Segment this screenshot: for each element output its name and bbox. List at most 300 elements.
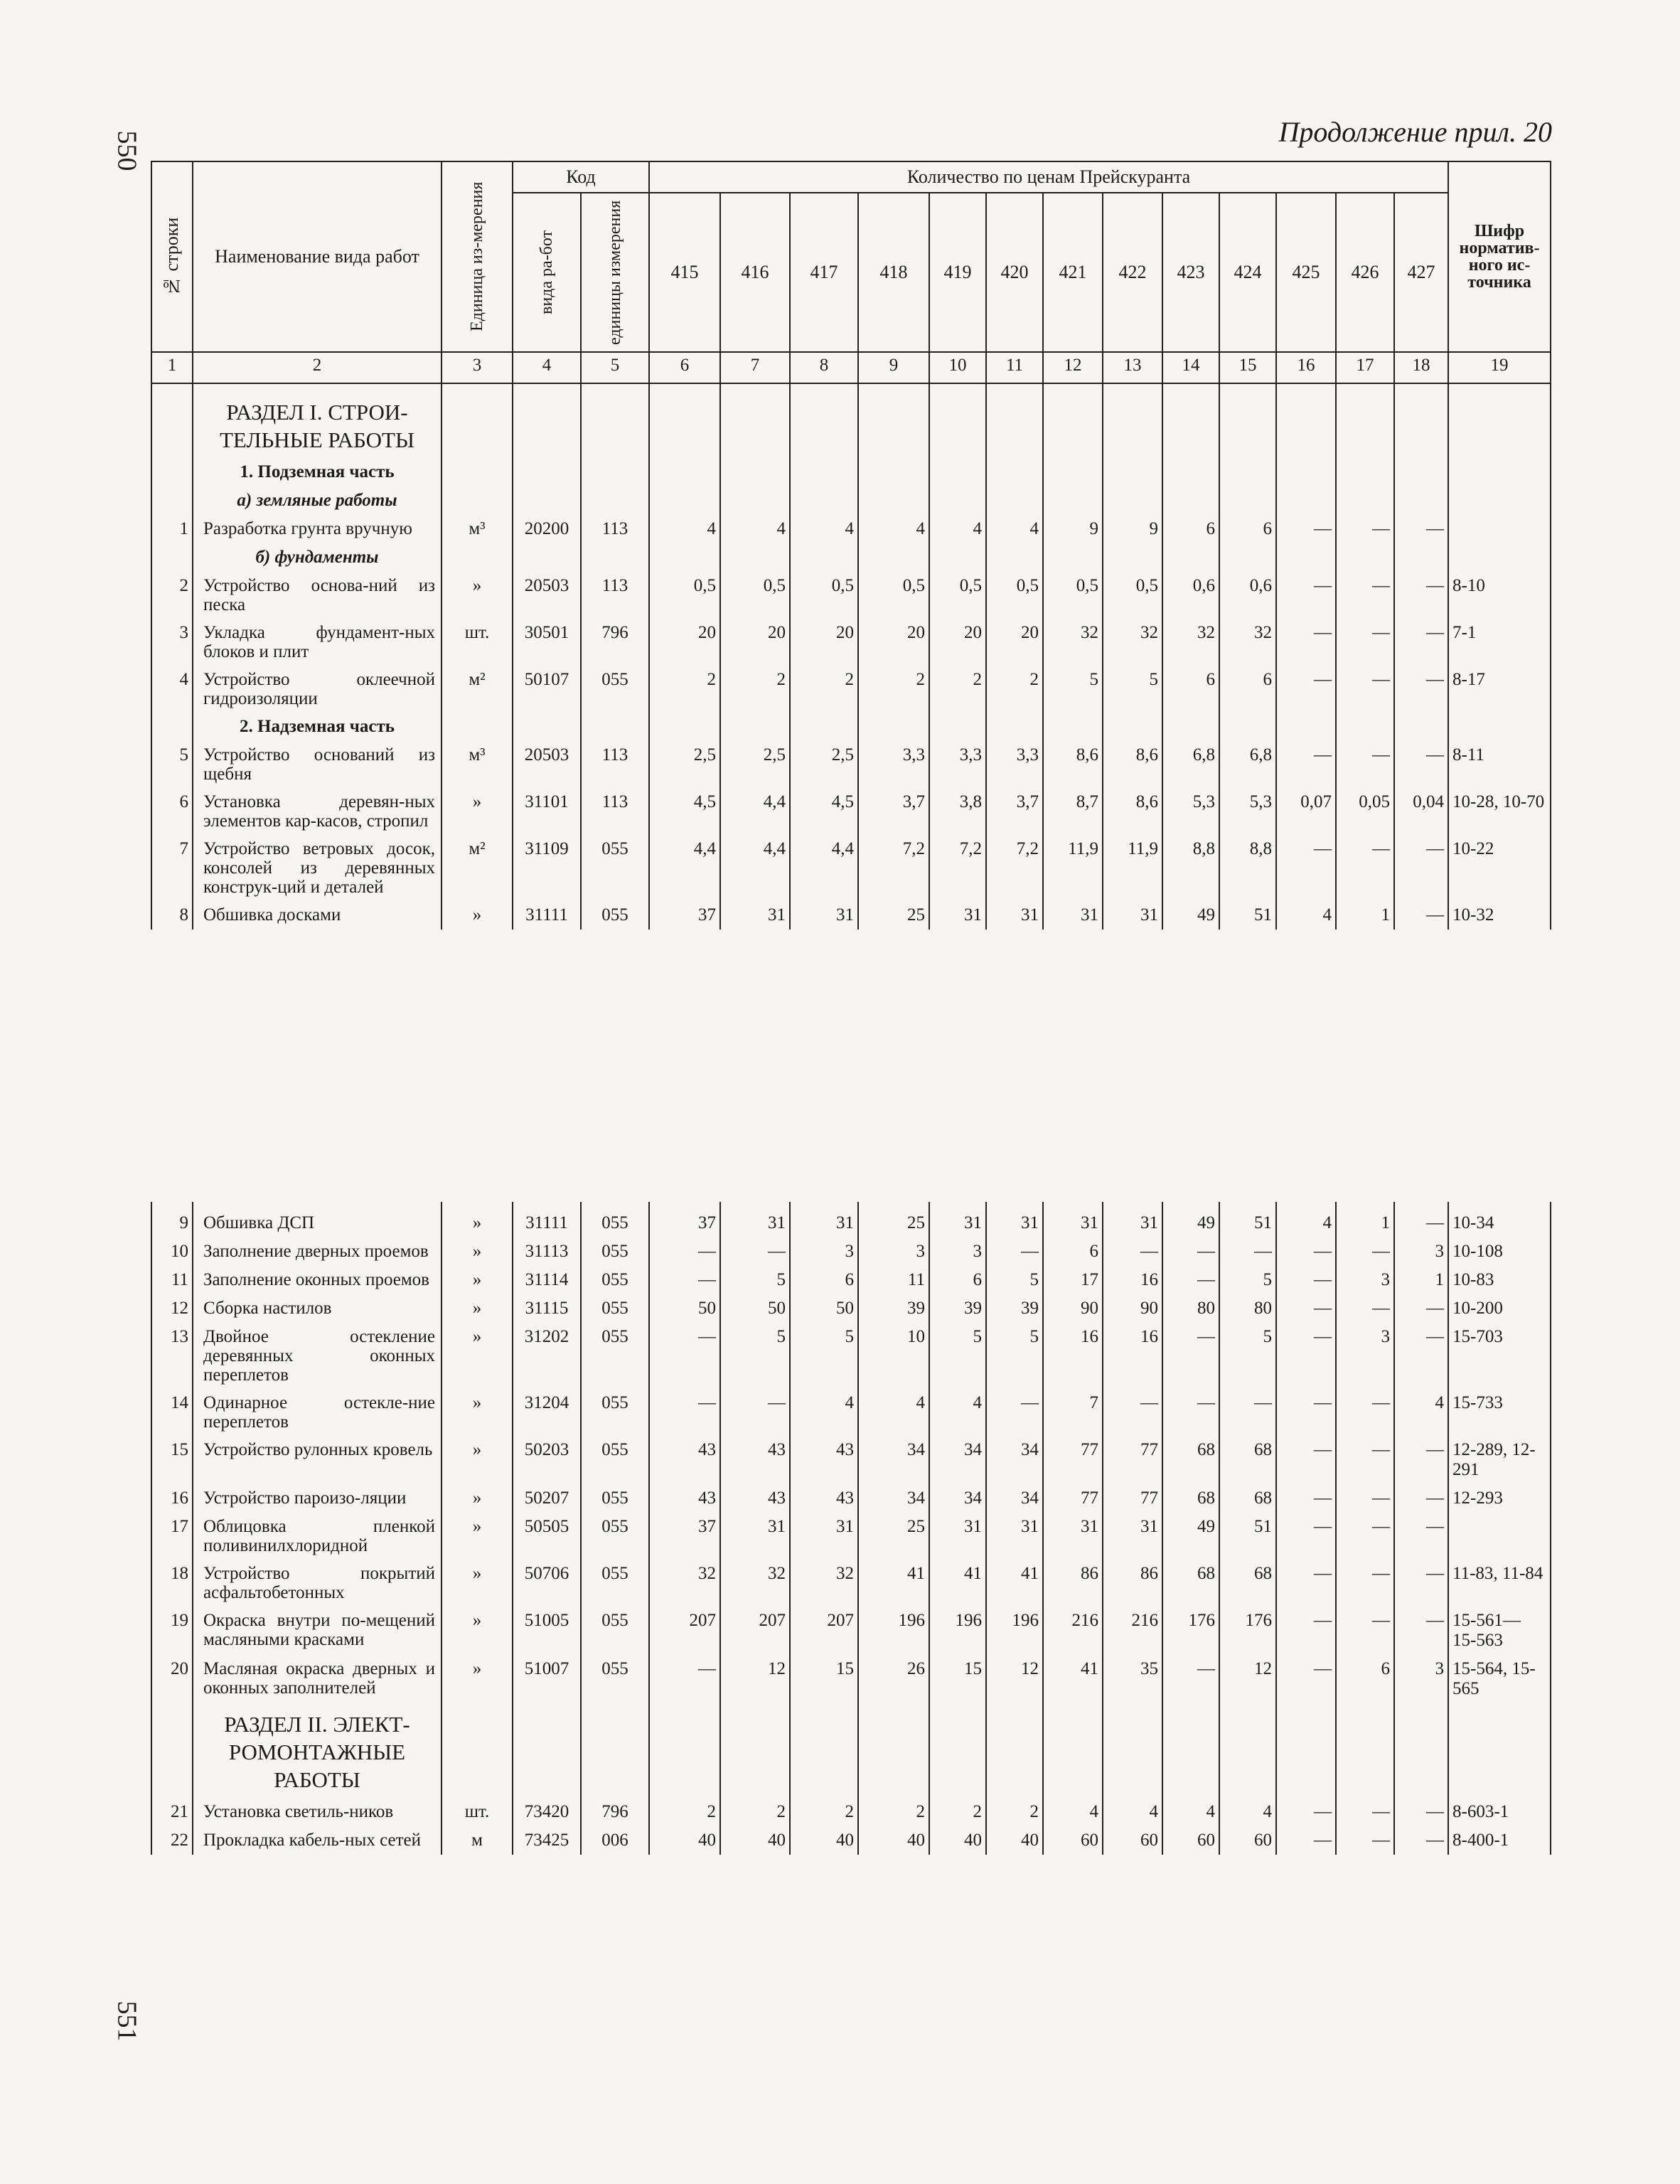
unit-cell: » bbox=[442, 1607, 513, 1655]
empty-cell bbox=[790, 713, 858, 741]
spacer-cell bbox=[442, 383, 513, 391]
quantity-cell: 2 bbox=[790, 1798, 858, 1826]
header-price-417: 417 bbox=[790, 193, 858, 352]
empty-cell bbox=[649, 713, 720, 741]
empty-cell bbox=[151, 458, 193, 486]
work-name: Установка светиль-ников bbox=[193, 1798, 442, 1826]
quantity-cell: — bbox=[1394, 1513, 1448, 1560]
quantity-cell: 4 bbox=[1103, 1798, 1162, 1826]
quantity-cell: — bbox=[1394, 1294, 1448, 1323]
spacer-cell bbox=[929, 383, 986, 391]
row-number: 1 bbox=[151, 515, 193, 543]
work-name: Устройство основа-ний из песка bbox=[193, 572, 442, 619]
quantity-cell: 15 bbox=[929, 1655, 986, 1703]
quantity-cell: — bbox=[1162, 1266, 1219, 1294]
quantity-cell: 31 bbox=[986, 1209, 1043, 1237]
work-name: Устройство покрытий асфальтобетонных bbox=[193, 1560, 442, 1607]
empty-cell bbox=[442, 1703, 513, 1798]
code-unit-cell: 055 bbox=[581, 1655, 649, 1703]
unit-cell: » bbox=[442, 1209, 513, 1237]
empty-cell bbox=[1276, 543, 1336, 572]
quantity-cell: 25 bbox=[858, 1209, 929, 1237]
table-row bbox=[151, 1436, 1551, 1484]
empty-cell bbox=[513, 486, 581, 515]
work-name: Устройство оснований из щебня bbox=[193, 741, 442, 788]
quantity-cell: — bbox=[1276, 515, 1336, 543]
source-cipher-cell: 10-200 bbox=[1448, 1294, 1551, 1323]
spacer-cell bbox=[1336, 383, 1394, 391]
quantity-cell: — bbox=[1394, 835, 1448, 901]
empty-cell bbox=[986, 1703, 1043, 1798]
price-table-top bbox=[151, 161, 1551, 929]
quantity-cell: 8,8 bbox=[1162, 835, 1219, 901]
unit-cell: » bbox=[442, 901, 513, 929]
quantity-cell: — bbox=[1394, 1826, 1448, 1855]
quantity-cell: 3 bbox=[929, 1237, 986, 1266]
quantity-cell: 68 bbox=[1162, 1484, 1219, 1513]
code-unit-cell: 055 bbox=[581, 1436, 649, 1484]
quantity-cell: — bbox=[1394, 1798, 1448, 1826]
header-price-423: 423 bbox=[1162, 193, 1219, 352]
empty-cell bbox=[581, 1703, 649, 1798]
code-work-cell: 50706 bbox=[513, 1560, 581, 1607]
quantity-cell: 60 bbox=[1043, 1826, 1103, 1855]
quantity-cell: — bbox=[1336, 1826, 1394, 1855]
quantity-cell: 31 bbox=[1103, 1209, 1162, 1237]
code-work-cell: 50207 bbox=[513, 1484, 581, 1513]
source-cipher-cell bbox=[1448, 515, 1551, 543]
quantity-cell: — bbox=[1336, 1237, 1394, 1266]
empty-cell bbox=[1448, 486, 1551, 515]
quantity-cell: 32 bbox=[1043, 619, 1103, 666]
quantity-cell: 39 bbox=[929, 1294, 986, 1323]
work-name: Укладка фундамент-ных блоков и плит bbox=[193, 619, 442, 666]
spacer-cell bbox=[1394, 383, 1448, 391]
empty-cell bbox=[790, 391, 858, 458]
spacer-cell bbox=[1276, 383, 1336, 391]
code-work-cell: 73425 bbox=[513, 1826, 581, 1855]
row-number: 8 bbox=[151, 901, 193, 929]
quantity-cell: — bbox=[1276, 1560, 1336, 1607]
quantity-cell: 0,5 bbox=[986, 572, 1043, 619]
quantity-cell: 207 bbox=[649, 1607, 720, 1655]
quantity-cell: 8,6 bbox=[1103, 741, 1162, 788]
price-table-bottom bbox=[151, 1202, 1551, 1855]
table-row bbox=[151, 1294, 1551, 1323]
empty-cell bbox=[1276, 391, 1336, 458]
row-number: 5 bbox=[151, 741, 193, 788]
row-number: 22 bbox=[151, 1826, 193, 1855]
quantity-cell: 43 bbox=[790, 1436, 858, 1484]
quantity-cell: 39 bbox=[858, 1294, 929, 1323]
quantity-cell: 43 bbox=[720, 1436, 790, 1484]
code-work-cell: 73420 bbox=[513, 1798, 581, 1826]
quantity-cell: 31 bbox=[1103, 1513, 1162, 1560]
quantity-cell: 3,7 bbox=[858, 788, 929, 835]
quantity-cell: 6 bbox=[790, 1266, 858, 1294]
code-unit-cell: 055 bbox=[581, 1513, 649, 1560]
quantity-cell: — bbox=[1103, 1237, 1162, 1266]
quantity-cell: 11,9 bbox=[1043, 835, 1103, 901]
quantity-cell: — bbox=[1276, 1266, 1336, 1294]
quantity-cell: 77 bbox=[1043, 1436, 1103, 1484]
table-header bbox=[151, 161, 1551, 383]
source-cipher-cell: 8-603-1 bbox=[1448, 1798, 1551, 1826]
quantity-cell: 2 bbox=[720, 666, 790, 713]
empty-cell bbox=[720, 543, 790, 572]
quantity-cell: 4,4 bbox=[720, 788, 790, 835]
column-number: 12 bbox=[1043, 352, 1103, 383]
empty-cell bbox=[1043, 486, 1103, 515]
unit-cell: » bbox=[442, 1484, 513, 1513]
code-unit-cell: 055 bbox=[581, 1266, 649, 1294]
empty-cell bbox=[1276, 458, 1336, 486]
spacer-cell bbox=[1448, 383, 1551, 391]
spacer-cell bbox=[1043, 1202, 1103, 1209]
quantity-cell: 32 bbox=[649, 1560, 720, 1607]
quantity-cell: 2,5 bbox=[720, 741, 790, 788]
quantity-cell: 196 bbox=[986, 1607, 1043, 1655]
quantity-cell: 20 bbox=[858, 619, 929, 666]
row-number: 9 bbox=[151, 1209, 193, 1237]
work-name: Сборка настилов bbox=[193, 1294, 442, 1323]
quantity-cell: — bbox=[649, 1655, 720, 1703]
quantity-cell: 4 bbox=[649, 515, 720, 543]
empty-cell bbox=[513, 543, 581, 572]
quantity-cell: 6 bbox=[1043, 1237, 1103, 1266]
quantity-cell: — bbox=[1394, 1209, 1448, 1237]
column-numbers-row bbox=[151, 352, 1551, 383]
page-number-top: 550 bbox=[112, 130, 142, 171]
quantity-cell: 12 bbox=[720, 1655, 790, 1703]
quantity-cell: 4 bbox=[720, 515, 790, 543]
header-row-no: № строки bbox=[151, 161, 193, 352]
quantity-cell: — bbox=[1219, 1237, 1276, 1266]
source-cipher-cell: 7-1 bbox=[1448, 619, 1551, 666]
quantity-cell: 0,5 bbox=[720, 572, 790, 619]
quantity-cell: 20 bbox=[649, 619, 720, 666]
quantity-cell: 51 bbox=[1219, 901, 1276, 929]
quantity-cell: — bbox=[1276, 619, 1336, 666]
code-work-cell: 31111 bbox=[513, 901, 581, 929]
quantity-cell: 0,5 bbox=[929, 572, 986, 619]
quantity-cell: — bbox=[1276, 1513, 1336, 1560]
empty-cell bbox=[649, 543, 720, 572]
empty-cell bbox=[790, 458, 858, 486]
header-price-416: 416 bbox=[720, 193, 790, 352]
quantity-cell: 4 bbox=[1276, 1209, 1336, 1237]
quantity-cell: — bbox=[1276, 741, 1336, 788]
quantity-cell: — bbox=[1336, 1389, 1394, 1436]
quantity-cell: — bbox=[1394, 741, 1448, 788]
quantity-cell: — bbox=[1276, 1237, 1336, 1266]
quantity-cell: 0,6 bbox=[1162, 572, 1219, 619]
code-work-cell: 50203 bbox=[513, 1436, 581, 1484]
quantity-cell: 0,5 bbox=[649, 572, 720, 619]
empty-cell bbox=[1103, 543, 1162, 572]
quantity-cell: — bbox=[1276, 1389, 1336, 1436]
quantity-cell: 31 bbox=[1043, 1209, 1103, 1237]
row-number: 2 bbox=[151, 572, 193, 619]
quantity-cell: 68 bbox=[1219, 1560, 1276, 1607]
row-number: 7 bbox=[151, 835, 193, 901]
code-work-cell: 20503 bbox=[513, 741, 581, 788]
table-row bbox=[151, 1826, 1551, 1855]
empty-cell bbox=[151, 1703, 193, 1798]
quantity-cell: 6 bbox=[1219, 515, 1276, 543]
quantity-cell: 4 bbox=[858, 515, 929, 543]
column-number: 9 bbox=[858, 352, 929, 383]
unit-cell: м² bbox=[442, 835, 513, 901]
empty-cell bbox=[581, 713, 649, 741]
quantity-cell: — bbox=[649, 1323, 720, 1389]
quantity-cell: 34 bbox=[929, 1436, 986, 1484]
section-title: РАЗДЕЛ II. ЭЛЕКТ-РОМОНТАЖНЫЕ РАБОТЫ bbox=[193, 1703, 442, 1798]
column-number: 3 bbox=[442, 352, 513, 383]
code-unit-cell: 796 bbox=[581, 1798, 649, 1826]
quantity-cell: 5 bbox=[986, 1266, 1043, 1294]
source-cipher-cell: 12-289, 12-291 bbox=[1448, 1436, 1551, 1484]
row-number: 3 bbox=[151, 619, 193, 666]
quantity-cell: 86 bbox=[1103, 1560, 1162, 1607]
code-unit-cell: 055 bbox=[581, 1560, 649, 1607]
empty-cell bbox=[858, 713, 929, 741]
empty-cell bbox=[929, 713, 986, 741]
empty-cell bbox=[1103, 458, 1162, 486]
quantity-cell: 60 bbox=[1103, 1826, 1162, 1855]
quantity-cell: — bbox=[1276, 1826, 1336, 1855]
quantity-cell: 2 bbox=[986, 1798, 1043, 1826]
quantity-cell: — bbox=[1336, 1798, 1394, 1826]
empty-cell bbox=[1336, 391, 1394, 458]
spacer-cell bbox=[581, 383, 649, 391]
table-row bbox=[151, 515, 1551, 543]
quantity-cell: — bbox=[1336, 835, 1394, 901]
row-number: 13 bbox=[151, 1323, 193, 1389]
code-unit-cell: 055 bbox=[581, 1323, 649, 1389]
spacer-cell bbox=[1448, 1202, 1551, 1209]
quantity-cell: 6 bbox=[1162, 666, 1219, 713]
row-number: 19 bbox=[151, 1607, 193, 1655]
quantity-cell: 90 bbox=[1043, 1294, 1103, 1323]
quantity-cell: 207 bbox=[790, 1607, 858, 1655]
quantity-cell: — bbox=[1276, 572, 1336, 619]
empty-cell bbox=[1394, 1703, 1448, 1798]
column-number: 14 bbox=[1162, 352, 1219, 383]
spacer-cell bbox=[513, 383, 581, 391]
spacer-cell bbox=[193, 383, 442, 391]
quantity-cell: 2 bbox=[929, 1798, 986, 1826]
header-price-424: 424 bbox=[1219, 193, 1276, 352]
quantity-cell: 31 bbox=[720, 901, 790, 929]
quantity-cell: 43 bbox=[649, 1484, 720, 1513]
column-number: 6 bbox=[649, 352, 720, 383]
quantity-cell: 32 bbox=[1219, 619, 1276, 666]
spacer-cell bbox=[1336, 1202, 1394, 1209]
code-work-cell: 31111 bbox=[513, 1209, 581, 1237]
quantity-cell: — bbox=[1336, 619, 1394, 666]
quantity-cell: 50 bbox=[720, 1294, 790, 1323]
empty-cell bbox=[986, 486, 1043, 515]
empty-cell bbox=[986, 543, 1043, 572]
quantity-cell: 5 bbox=[1103, 666, 1162, 713]
quantity-cell: 6 bbox=[1219, 666, 1276, 713]
quantity-cell: 3,8 bbox=[929, 788, 986, 835]
quantity-cell: — bbox=[1276, 666, 1336, 713]
quantity-cell: — bbox=[720, 1237, 790, 1266]
empty-cell bbox=[649, 391, 720, 458]
quantity-cell: 31 bbox=[720, 1209, 790, 1237]
table-row bbox=[151, 1655, 1551, 1703]
empty-cell bbox=[1219, 543, 1276, 572]
quantity-cell: 2 bbox=[720, 1798, 790, 1826]
quantity-cell: 60 bbox=[1219, 1826, 1276, 1855]
code-work-cell: 51005 bbox=[513, 1607, 581, 1655]
spacer-cell bbox=[1276, 1202, 1336, 1209]
quantity-cell: 31 bbox=[1103, 901, 1162, 929]
spacer-cell bbox=[929, 1202, 986, 1209]
empty-cell bbox=[442, 543, 513, 572]
source-cipher-cell: 8-17 bbox=[1448, 666, 1551, 713]
quantity-cell: 5 bbox=[1043, 666, 1103, 713]
empty-cell bbox=[1043, 543, 1103, 572]
header-code-unit: единицы измерения bbox=[581, 193, 649, 352]
empty-cell bbox=[1162, 486, 1219, 515]
quantity-cell: 80 bbox=[1219, 1294, 1276, 1323]
spacer-cell bbox=[720, 1202, 790, 1209]
spacer-cell bbox=[858, 1202, 929, 1209]
empty-cell bbox=[720, 713, 790, 741]
quantity-cell: 4,4 bbox=[649, 835, 720, 901]
header-price-421: 421 bbox=[1043, 193, 1103, 352]
quantity-cell: 0,05 bbox=[1336, 788, 1394, 835]
quantity-cell: 8,6 bbox=[1103, 788, 1162, 835]
table-row bbox=[151, 1798, 1551, 1826]
quantity-cell: 2 bbox=[858, 666, 929, 713]
quantity-cell: 40 bbox=[649, 1826, 720, 1855]
table-body-top bbox=[151, 383, 1551, 929]
subheading: а) земляные работы bbox=[193, 486, 442, 515]
spacer-cell bbox=[513, 1202, 581, 1209]
subheading: 1. Подземная часть bbox=[193, 458, 442, 486]
empty-cell bbox=[1394, 391, 1448, 458]
column-number: 2 bbox=[193, 352, 442, 383]
empty-cell bbox=[1103, 486, 1162, 515]
spacer-cell bbox=[193, 1202, 442, 1209]
empty-cell bbox=[442, 458, 513, 486]
empty-cell bbox=[151, 391, 193, 458]
empty-cell bbox=[1219, 486, 1276, 515]
quantity-cell: — bbox=[1276, 1655, 1336, 1703]
work-name: Масляная окраска дверных и оконных заполнителей bbox=[193, 1655, 442, 1703]
quantity-cell: 32 bbox=[720, 1560, 790, 1607]
empty-cell bbox=[1219, 1703, 1276, 1798]
quantity-cell: — bbox=[1336, 741, 1394, 788]
work-name: Заполнение дверных проемов bbox=[193, 1237, 442, 1266]
empty-cell bbox=[790, 543, 858, 572]
code-unit-cell: 055 bbox=[581, 1607, 649, 1655]
spacer-cell bbox=[986, 383, 1043, 391]
spacer-row bbox=[151, 1202, 1551, 1209]
code-unit-cell: 113 bbox=[581, 788, 649, 835]
spacer-cell bbox=[151, 383, 193, 391]
subheading-row bbox=[151, 486, 1551, 515]
quantity-cell: 31 bbox=[986, 901, 1043, 929]
empty-cell bbox=[1043, 713, 1103, 741]
quantity-cell: 2 bbox=[929, 666, 986, 713]
quantity-cell: 25 bbox=[858, 1513, 929, 1560]
code-unit-cell: 113 bbox=[581, 515, 649, 543]
spacer-cell bbox=[649, 383, 720, 391]
unit-cell: » bbox=[442, 1655, 513, 1703]
quantity-cell: 40 bbox=[858, 1826, 929, 1855]
code-work-cell: 20200 bbox=[513, 515, 581, 543]
source-cipher-cell: 8-10 bbox=[1448, 572, 1551, 619]
unit-cell: » bbox=[442, 788, 513, 835]
empty-cell bbox=[986, 391, 1043, 458]
quantity-cell: 5 bbox=[1219, 1266, 1276, 1294]
header-price-415: 415 bbox=[649, 193, 720, 352]
quantity-cell: 68 bbox=[1162, 1560, 1219, 1607]
table-row bbox=[151, 1266, 1551, 1294]
quantity-cell: — bbox=[1336, 572, 1394, 619]
header-cipher: Шифр норматив-ного ис-точника bbox=[1448, 161, 1551, 352]
empty-cell bbox=[858, 458, 929, 486]
table-row bbox=[151, 1607, 1551, 1655]
table-row bbox=[151, 901, 1551, 929]
quantity-cell: 10 bbox=[858, 1323, 929, 1389]
row-number: 10 bbox=[151, 1237, 193, 1266]
quantity-cell: — bbox=[649, 1389, 720, 1436]
quantity-cell: — bbox=[1276, 1798, 1336, 1826]
empty-cell bbox=[581, 391, 649, 458]
quantity-cell: 49 bbox=[1162, 1513, 1219, 1560]
row-number: 18 bbox=[151, 1560, 193, 1607]
empty-cell bbox=[442, 391, 513, 458]
quantity-cell: — bbox=[1394, 1607, 1448, 1655]
quantity-cell: 41 bbox=[1043, 1655, 1103, 1703]
quantity-cell: — bbox=[1394, 1560, 1448, 1607]
code-unit-cell: 113 bbox=[581, 741, 649, 788]
quantity-cell: 4 bbox=[1276, 901, 1336, 929]
quantity-cell: 77 bbox=[1103, 1436, 1162, 1484]
column-number: 16 bbox=[1276, 352, 1336, 383]
row-number: 21 bbox=[151, 1798, 193, 1826]
quantity-cell: 20 bbox=[790, 619, 858, 666]
empty-cell bbox=[1103, 391, 1162, 458]
unit-cell: » bbox=[442, 1560, 513, 1607]
quantity-cell: 43 bbox=[790, 1484, 858, 1513]
spacer-cell bbox=[649, 1202, 720, 1209]
quantity-cell: 4 bbox=[1394, 1389, 1448, 1436]
empty-cell bbox=[1043, 1703, 1103, 1798]
header-code-work: вида ра-бот bbox=[513, 193, 581, 352]
source-cipher-cell: 8-400-1 bbox=[1448, 1826, 1551, 1855]
subheading-row bbox=[151, 543, 1551, 572]
quantity-cell: 2,5 bbox=[649, 741, 720, 788]
quantity-cell: 77 bbox=[1043, 1484, 1103, 1513]
code-unit-cell: 796 bbox=[581, 619, 649, 666]
header-price-427: 427 bbox=[1394, 193, 1448, 352]
quantity-cell: 86 bbox=[1043, 1560, 1103, 1607]
table-row bbox=[151, 1389, 1551, 1436]
quantity-cell: 77 bbox=[1103, 1484, 1162, 1513]
work-name: Одинарное остекле-ние переплетов bbox=[193, 1389, 442, 1436]
spacer-cell bbox=[858, 383, 929, 391]
source-cipher-cell: 15-703 bbox=[1448, 1323, 1551, 1389]
row-number: 14 bbox=[151, 1389, 193, 1436]
quantity-cell: 37 bbox=[649, 1513, 720, 1560]
